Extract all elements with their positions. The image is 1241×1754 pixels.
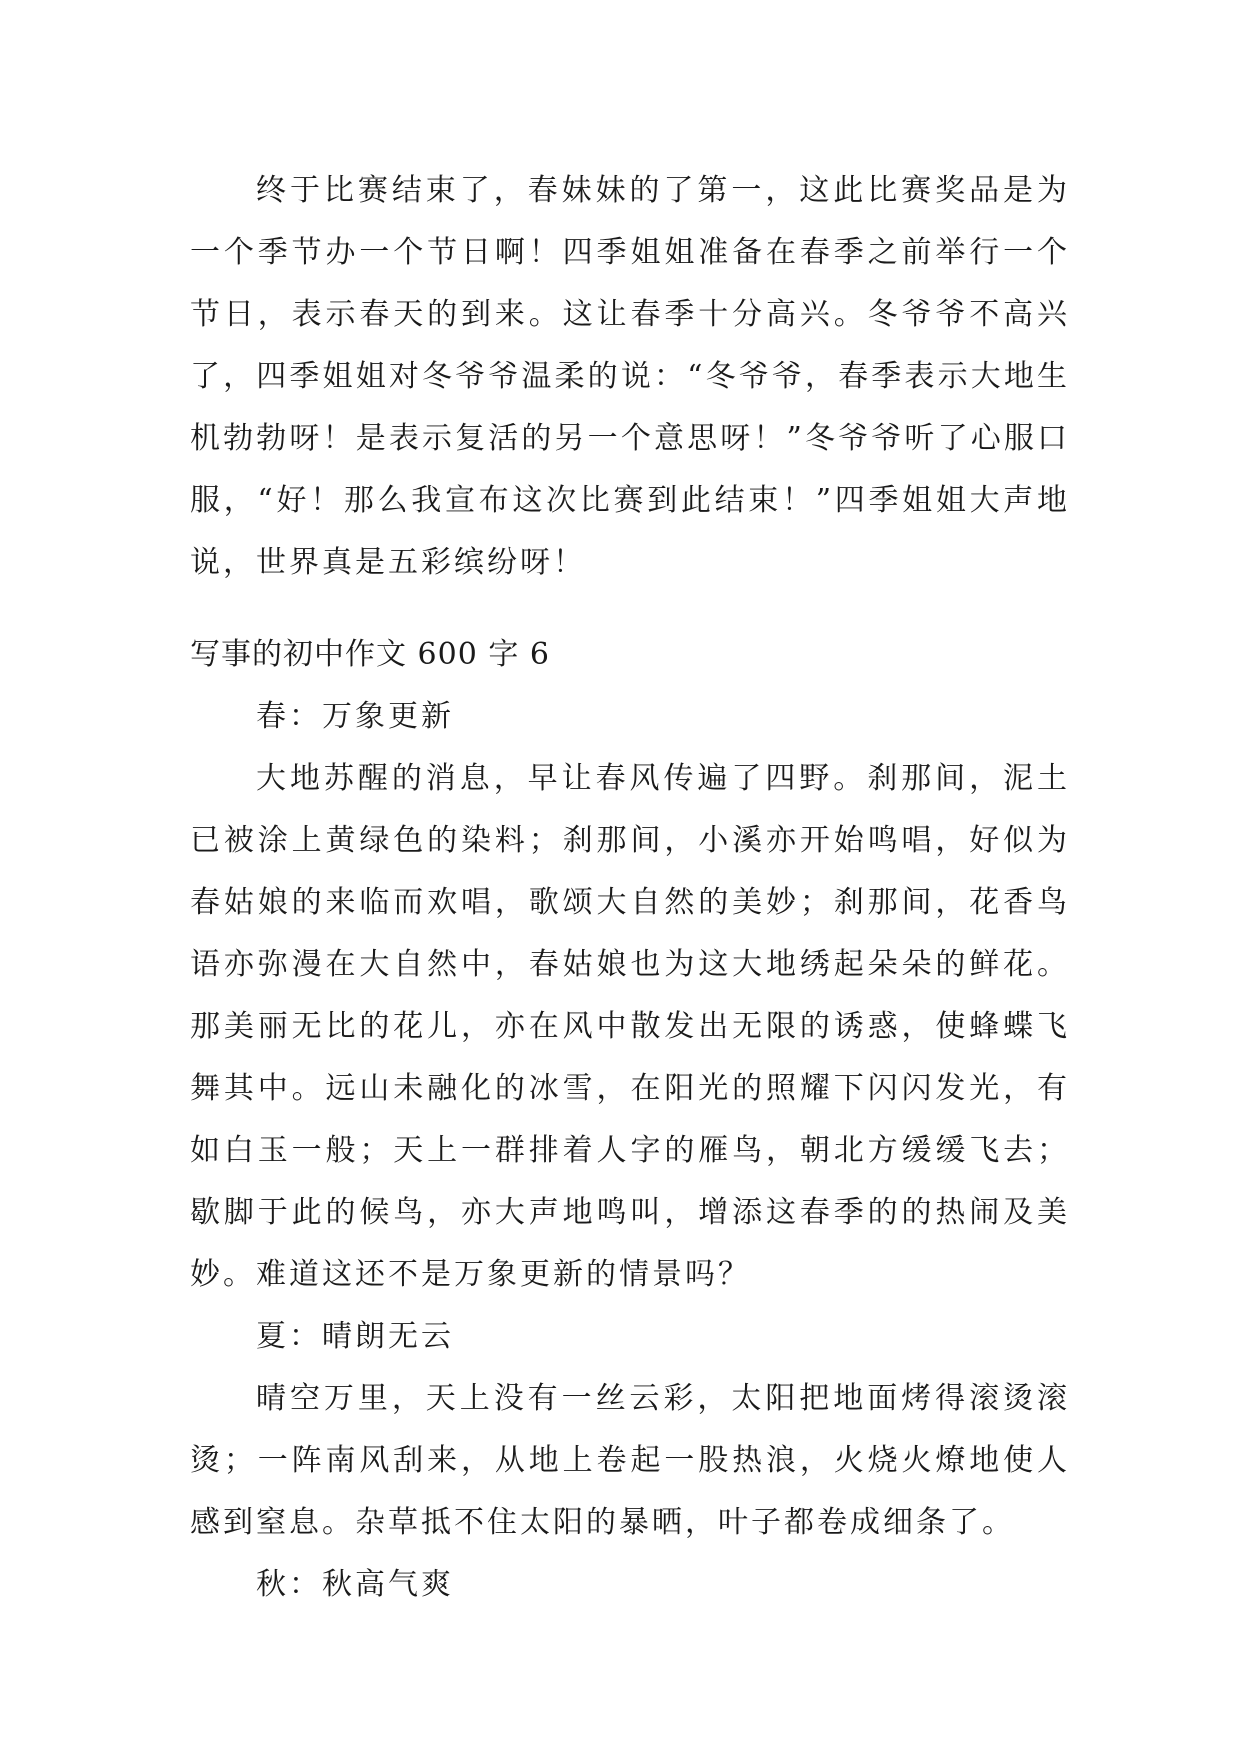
- document-body: [190, 160, 1070, 1616]
- spring-paragraph: 大地苏醒的消息，早让春风传遍了四野。刹那间，泥土已被涂上黄绿色的染料；刹那间，小溪亦开始鸣唱，好似为春姑娘的来临而欢唱，歌颂大自然的美妙；刹那间，花香鸟语亦弥漫在大自然中，春姑娘也为这大地绣起朵朵的鲜花。那美丽无比的花儿，亦在风中散发出无限的诱惑，使蜂蝶飞舞其中。远山未融化的冰雪，在阳光的照耀下闪闪发光，有如白玉一般；天上一群排着人字的雁鸟，朝北方缓缓飞去；歇脚于此的候鸟，亦大声地鸣叫，增添这春季的的热闹及美妙。难道这还不是万象更新的情景吗？: [190, 761, 1070, 1292]
- story-ending-paragraph: 终于比赛结束了，春妹妹的了第一，这此比赛奖品是为一个季节办一个节日啊！四季姐姐准备在春季之前举行一个节日，表示春天的到来。这让春季十分高兴。冬爷爷不高兴了，四季姐姐对冬爷爷温柔的说：“冬爷爷，春季表示大地生机勃勃呀！是表示复活的另一个意思呀！”冬爷爷听了心服口服，“好！那么我宣布这次比赛到此结束！”四季姐姐大声地说，世界真是五彩缤纷呀！: [190, 173, 1070, 580]
- autumn-heading: 秋：秋高气爽: [256, 1567, 454, 1602]
- spring-heading: 春：万象更新: [256, 699, 454, 734]
- essay-title: 写事的初中作文 600 字 6: [190, 637, 550, 672]
- summer-paragraph: 晴空万里，天上没有一丝云彩，太阳把地面烤得滚烫滚烫；一阵南风刮来，从地上卷起一股热浪，火烧火燎地使人感到窒息。杂草抵不住太阳的暴晒，叶子都卷成细条了。: [190, 1381, 1070, 1540]
- summer-heading: 夏：晴朗无云: [256, 1319, 454, 1354]
